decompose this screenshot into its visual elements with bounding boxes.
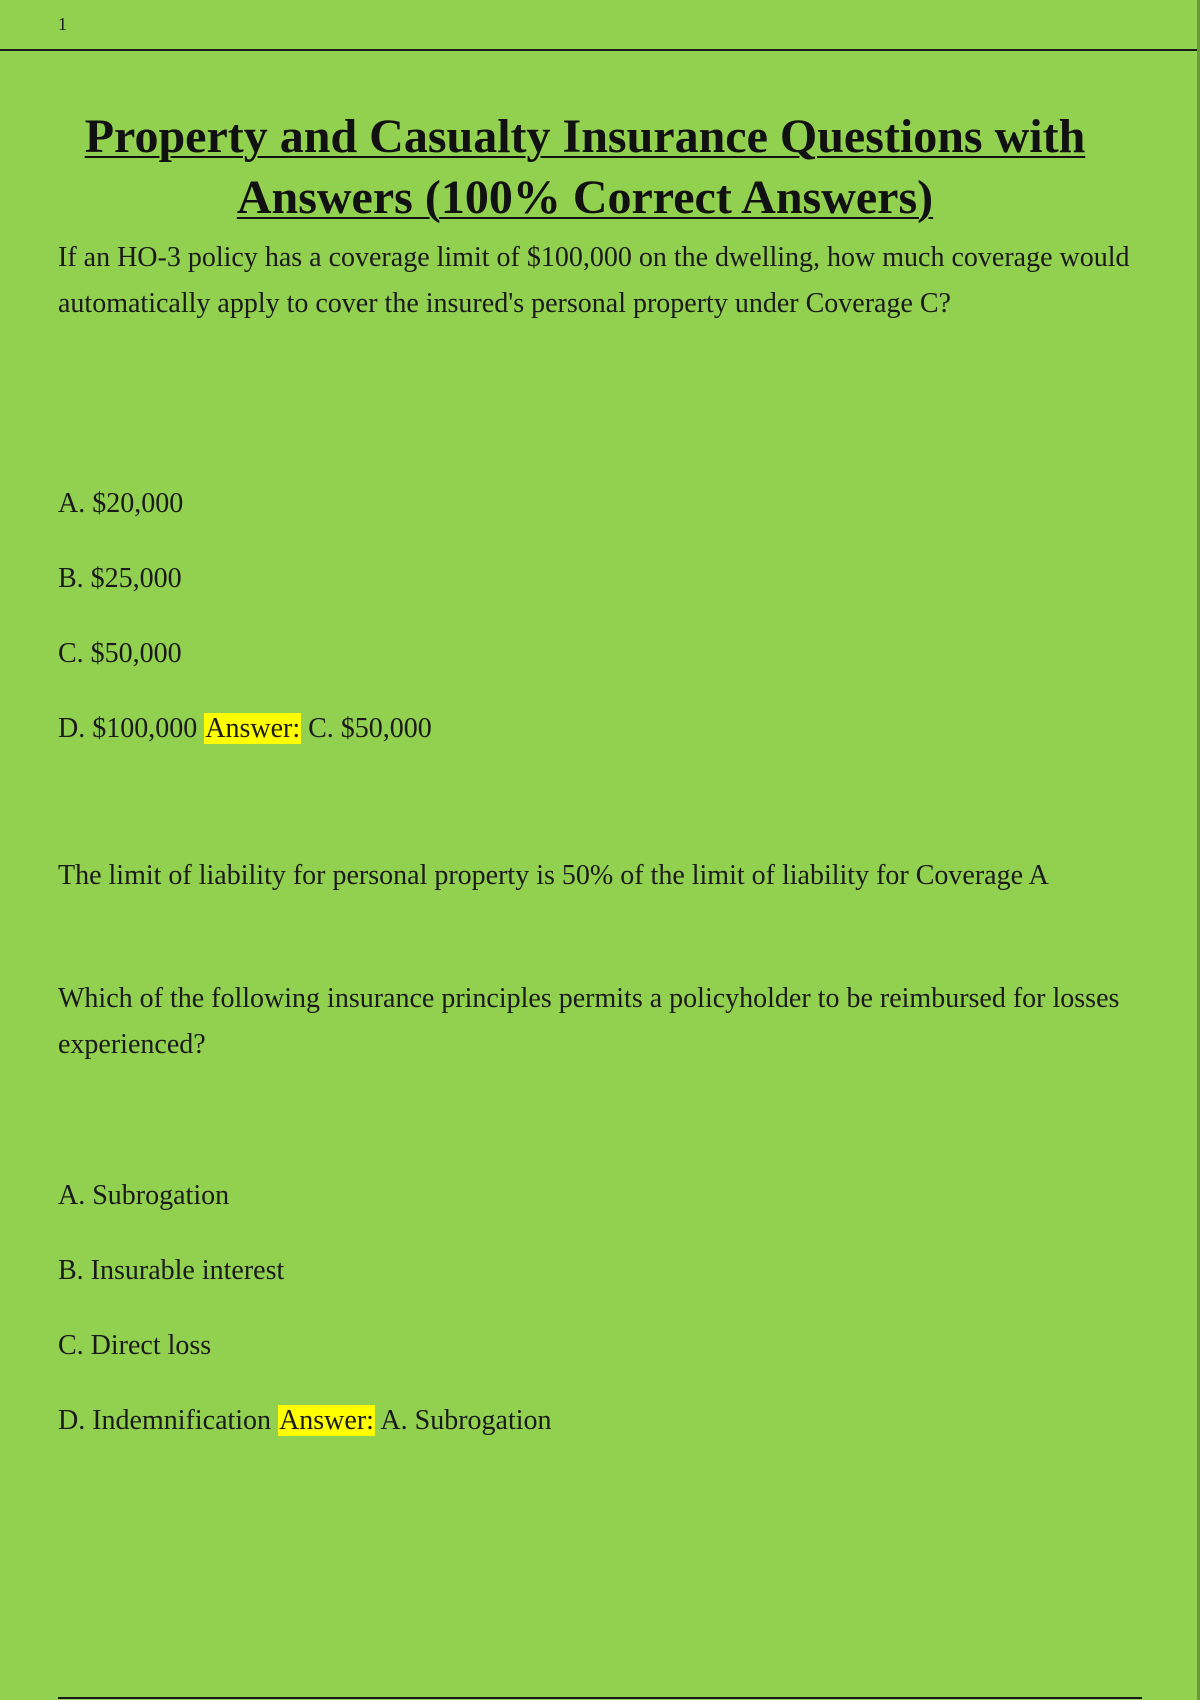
question-2-option-a: A. Subrogation <box>58 1180 230 1211</box>
question-1-option-a: A. $20,000 <box>58 488 184 519</box>
question-1-option-c: C. $50,000 <box>58 638 182 669</box>
question-2-option-b: B. Insurable interest <box>58 1255 285 1286</box>
question-2-text: Which of the following insurance principles permits a policyholder to be reimbursed for losses experienced? <box>58 983 1120 1060</box>
question-2-option-c: C. Direct loss <box>58 1330 212 1361</box>
question-2-option-d-line <box>58 1398 552 1444</box>
question-2-answer: A. Subrogation <box>380 1405 552 1436</box>
question-1-text: If an HO-3 policy has a coverage limit of $100,000 on the dwelling, how much coverage would automatically apply to cover the insured's personal property under Coverage C? <box>58 242 1130 319</box>
footer-divider <box>58 1697 1142 1699</box>
document-title: Property and Casualty Insurance Questions with Answers (100% Correct Answers) <box>84 110 1086 224</box>
question-1-option-b: B. $25,000 <box>58 563 182 594</box>
question-2-answer-label: Answer: <box>279 1405 374 1436</box>
question-1-explanation: The limit of liability for personal property is 50% of the limit of liability for Coverage A <box>58 860 1049 891</box>
page-header <box>0 0 1197 51</box>
page-number: 1 <box>58 14 67 34</box>
question-2-option-d: D. Indemnification <box>58 1405 272 1436</box>
question-1-answer: C. $50,000 <box>308 713 432 744</box>
question-1-option-d: D. $100,000 <box>58 713 198 744</box>
question-1-option-d-line <box>58 706 432 752</box>
question-1-answer-label: Answer: <box>205 713 301 744</box>
